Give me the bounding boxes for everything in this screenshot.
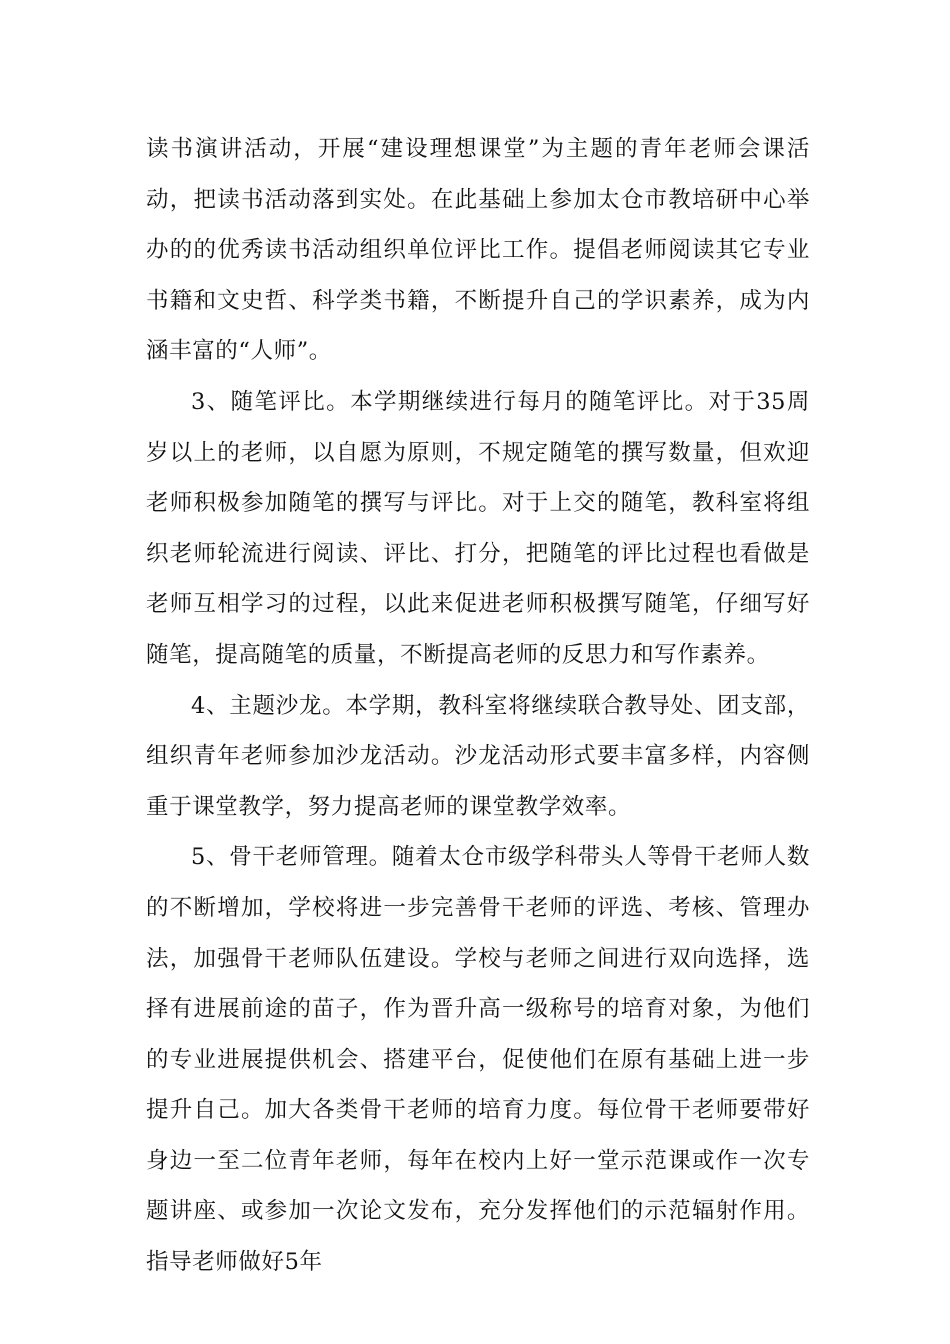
paragraph-backbone-teacher-management: 5、骨干老师管理。随着太仓市级学科带头人等骨干老师人数的不断增加，学校将进一步完善骨干老师的评选、考核、管理办法，加强骨干老师队伍建设。学校与老师之间进行双向选择，选择有进展前途的苗子，作为晋升高一级称号的培育对象，为他们的专业进展提供机会、搭建平台，促使他们在原有基础上进一步提升自己。加大各类骨干老师的培育力度。每位骨干老师要带好身边一至二位青年老师，每年在校内上好一堂示范课或作一次专题讲座、或参加一次论文发布，充分发挥他们的示范辐射作用。指导老师做好5年 <box>146 844 810 1276</box>
paragraph-essay-review: 3、随笔评比。本学期继续进行每月的随笔评比。对于35周岁以上的老师，以自愿为原则，不规定随笔的撰写数量，但欢迎老师积极参加随笔的撰写与评比。对于上交的随笔，教科室将组织老师轮流进行阅读、评比、打分，把随笔的评比过程也看做是老师互相学习的过程，以此来促进老师积极撰写随笔，仔细写好随笔，提高随笔的质量，不断提高老师的反思力和写作素养。 <box>146 388 810 668</box>
document-body <box>146 124 810 1288</box>
paragraph-reading-activities: 读书演讲活动，开展“建设理想课堂”为主题的青年老师会课活动，把读书活动落到实处。在此基础上参加太仓市教培研中心举办的的优秀读书活动组织单位评比工作。提倡老师阅读其它专业书籍和文史哲、科学类书籍，不断提升自己的学识素养，成为内涵丰富的“人师”。 <box>146 136 810 365</box>
paragraph-theme-salon: 4、主题沙龙。本学期，教科室将继续联合教导处、团支部，组织青年老师参加沙龙活动。沙龙活动形式要丰富多样，内容侧重于课堂教学，努力提高老师的课堂教学效率。 <box>146 692 810 820</box>
